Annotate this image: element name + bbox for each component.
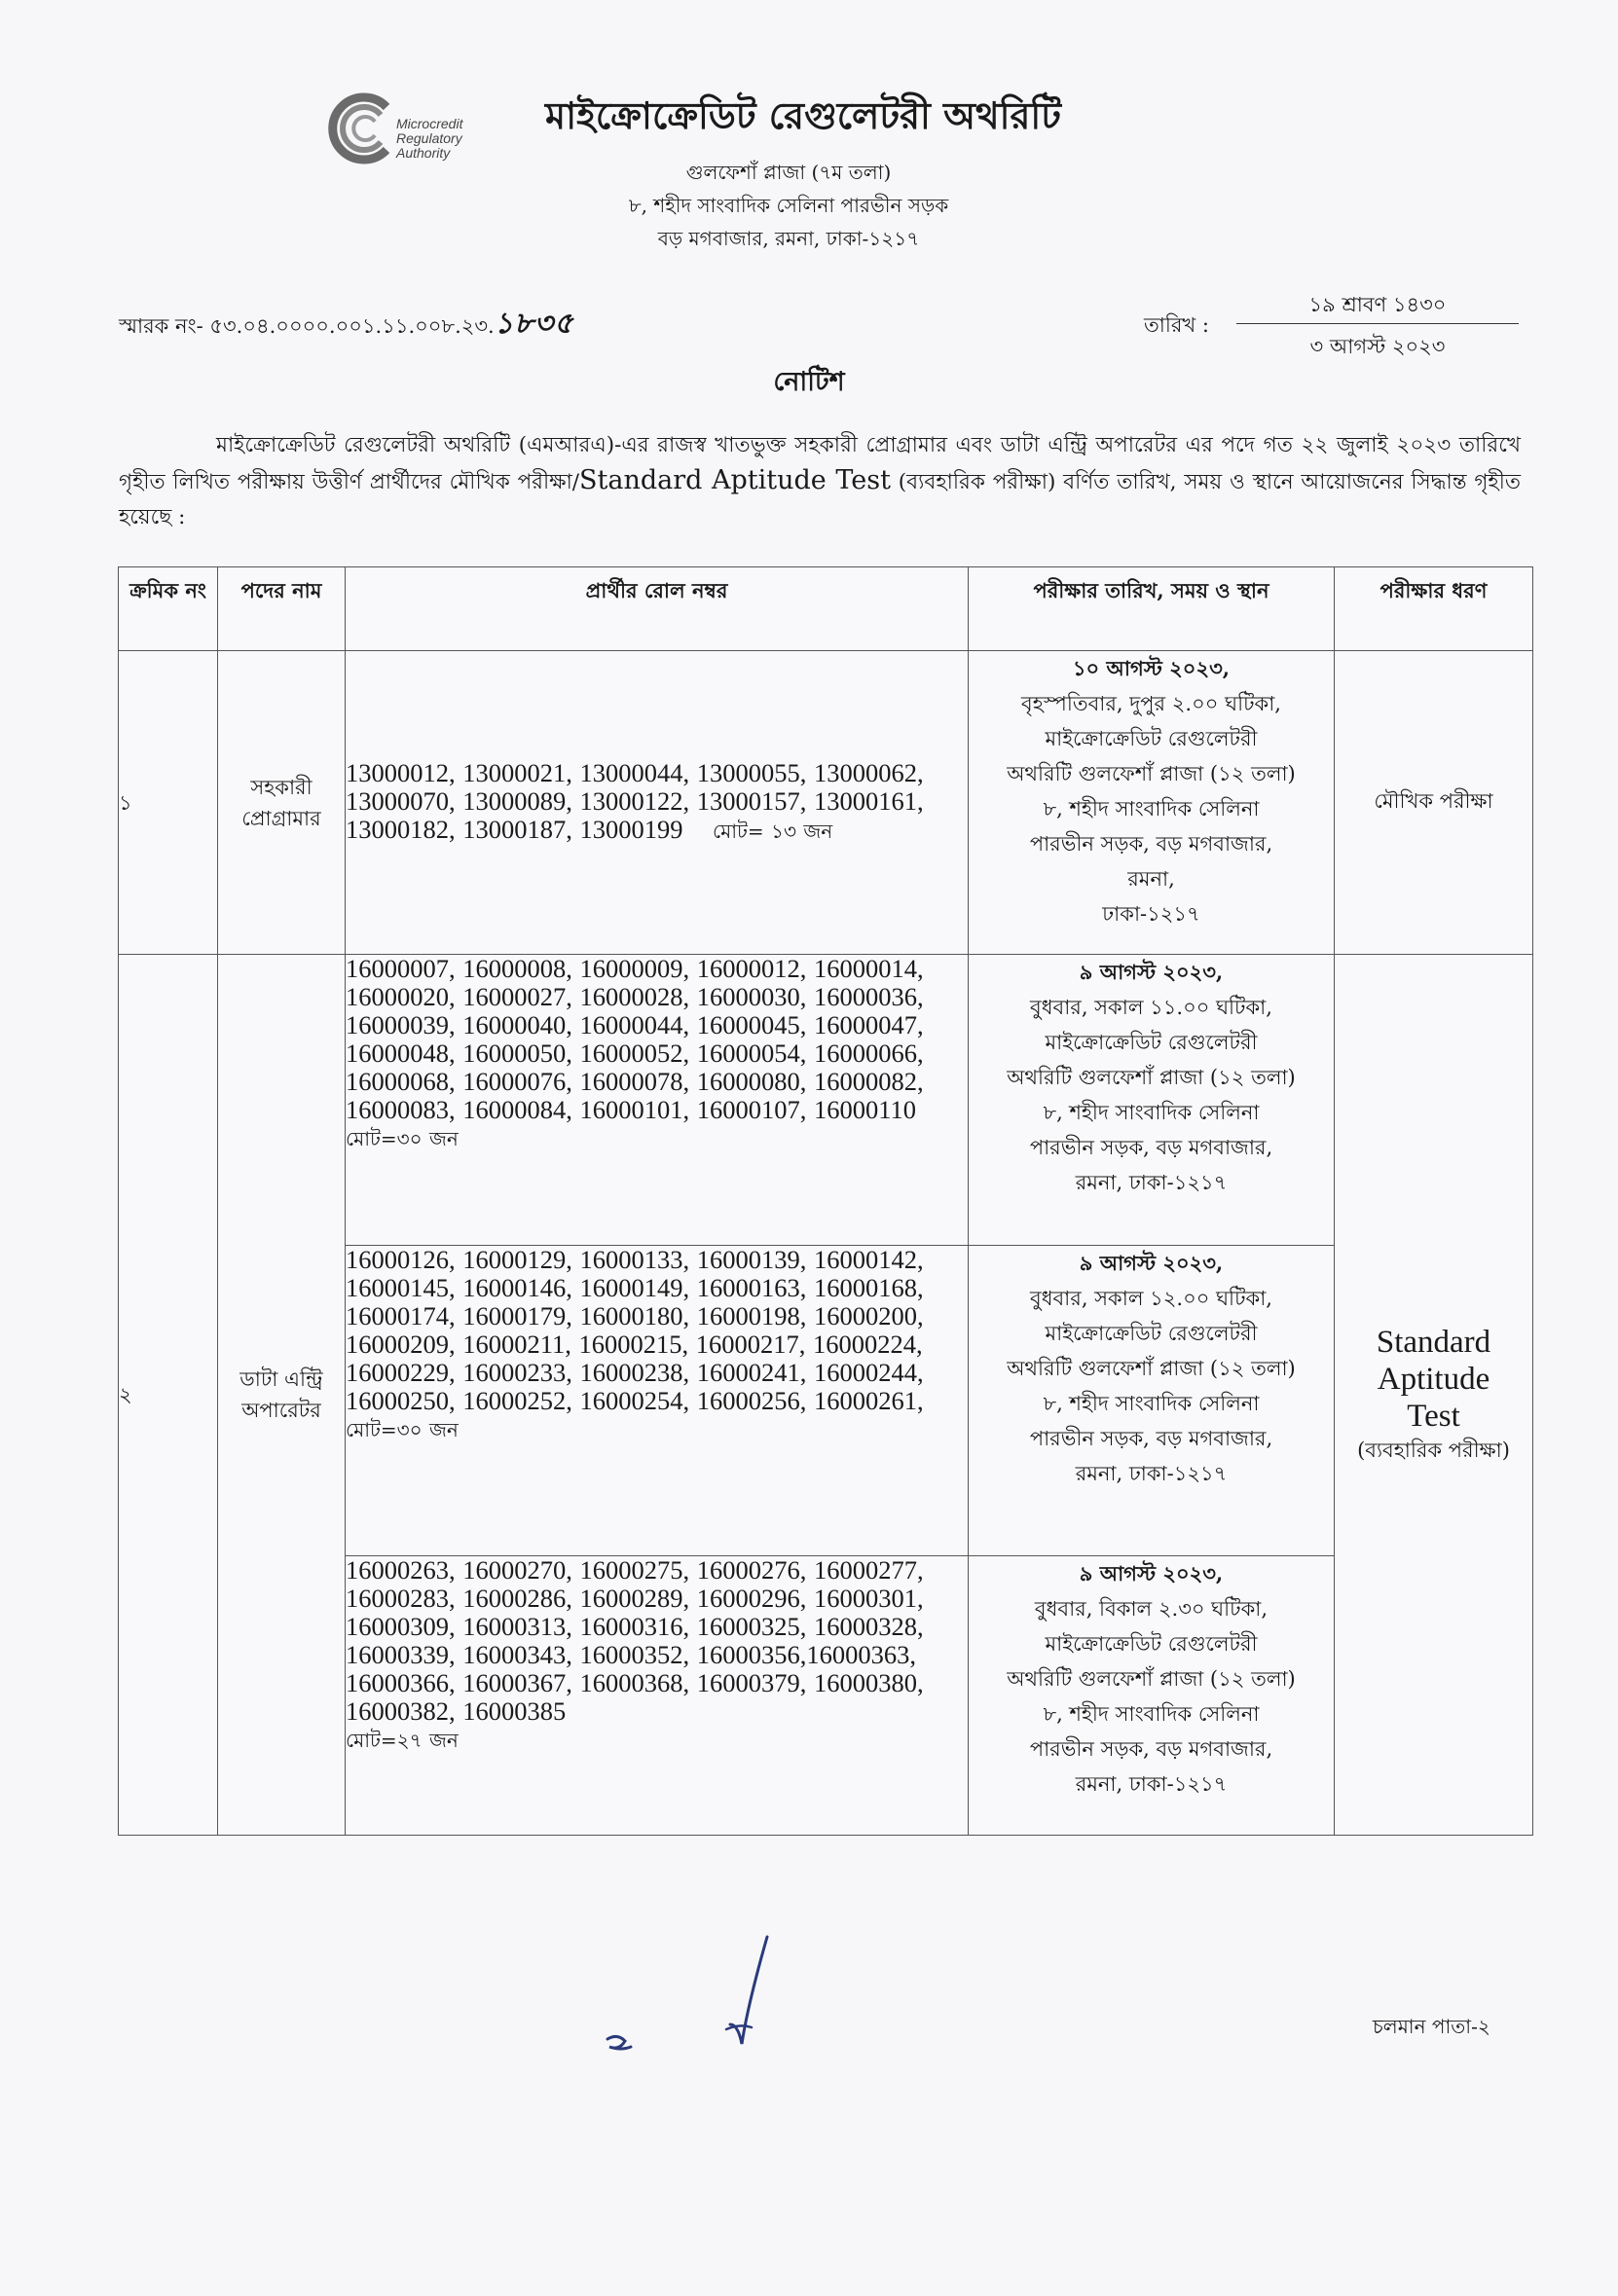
total-count: মোট=৩০ জন: [346, 1127, 459, 1150]
logo-text-line: Microcredit: [396, 116, 463, 131]
venue-line: পারভীন সড়ক, বড় মগবাজার,: [1029, 1136, 1273, 1159]
logo-text-line: Regulatory: [396, 130, 462, 146]
notice-body-part1: মাইক্রোক্রেডিট রেগুলেটরী অথরিটি (এমআরএ)-এর রাজস্ব খাতভুক্ত সহকারী প্রোগ্রামার এবং ডাটা এন্ট্রি অপারেটর এর পদে গত ২২ জুলাই ২০২৩ তারিখে গৃহীত লিখিত পরীক্ষায় উত্তীর্ণ প্রার্থীদের মৌখিক পরীক্ষা/: [119, 433, 1521, 494]
roll-numbers: 16000126, 16000129, 16000133, 16000139, 16000142, 16000145, 16000146, 16000149, 16000163, 16000168, 16000174, 16000179, 16000180, 16000198, 16000200, 16000209, 16000211, 16000215, 16000217, 16000224, 16000229, 16000233, 16000238, 16000241, 16000244, 16000250, 16000252, 16000254, 16000256, 16000261,: [346, 1245, 924, 1415]
date-bangla: ১৯ শ্রাবণ ১৪৩০: [1308, 293, 1447, 316]
exam-type-english: [1335, 1324, 1532, 1435]
rolls-cell: [346, 955, 969, 1246]
venue-line: মাইক্রোক্রেডিট রেগুলেটরী: [1045, 1031, 1258, 1054]
venue-cell: [969, 955, 1335, 1246]
roll-numbers: 13000012, 13000021, 13000044, 13000055, 13000062, 13000070, 13000089, 13000122, 13000157, 13000161, 13000182, 13000187, 13000199: [346, 758, 924, 844]
venue-date: ৯ আগস্ট ২০২৩,: [1079, 1251, 1224, 1275]
venue-line: অথরিটি গুলফেশাঁ প্লাজা (১২ তলা): [1007, 1357, 1296, 1380]
venue-line: ৮, শহীদ সাংবাদিক সেলিনা: [1043, 1101, 1260, 1124]
venue-cell: [969, 651, 1335, 955]
venue-date: ১০ আগস্ট ২০২৩,: [1072, 656, 1231, 680]
exam-type-line: Test: [1407, 1399, 1460, 1434]
rolls-cell: [346, 651, 969, 955]
header-post: পদের নাম: [218, 567, 346, 651]
venue-line: রমনা,: [1127, 867, 1175, 891]
venue-line: রমনা, ঢাকা-১২১৭: [1075, 1772, 1228, 1796]
table-row: [119, 651, 1533, 955]
total-count: মোট=২৭ জন: [346, 1729, 459, 1752]
exam-type-line: Aptitude: [1377, 1362, 1490, 1397]
post-cell: সহকারী প্রোগ্রামার: [218, 651, 346, 955]
serial-cell: ১: [119, 651, 218, 955]
exam-type-bangla: (ব্যবহারিক পরীক্ষা): [1357, 1439, 1510, 1462]
venue-line: পারভীন সড়ক, বড় মগবাজার,: [1029, 832, 1273, 856]
total-count: মোট=৩০ জন: [346, 1418, 459, 1441]
venue-cell: [969, 1246, 1335, 1556]
roll-numbers: 16000263, 16000270, 16000275, 16000276, 16000277, 16000283, 16000286, 16000289, 16000296, 16000301, 16000309, 16000313, 16000316, 16000325, 16000328, 16000339, 16000343, 16000352, 16000356,16000363, 16000366, 16000367, 16000368, 16000379, 16000380, 16000382, 16000385: [346, 1555, 924, 1726]
venue-cell: [969, 1556, 1335, 1836]
venue-line: অথরিটি গুলফেশাঁ প্লাজা (১২ তলা): [1007, 1066, 1296, 1089]
venue-line: বুধবার, বিকাল ২.৩০ ঘটিকা,: [1034, 1597, 1269, 1621]
organization-name: মাইক্রোক্রেডিট রেগুলেটরী অথরিটি: [545, 93, 1061, 137]
memo-handwritten-number: ১৮৩৫: [494, 307, 574, 341]
venue-line: অথরিটি গুলফেশাঁ প্লাজা (১২ তলা): [1007, 1667, 1296, 1691]
venue-date: ৯ আগস্ট ২০২৩,: [1079, 1561, 1224, 1585]
exam-type-cell: মৌখিক পরীক্ষা: [1335, 651, 1533, 955]
memo-number: [119, 300, 574, 349]
logo-text: [396, 117, 513, 161]
header-rolls: প্রার্থীর রোল নম্বর: [346, 567, 969, 651]
address-line: গুলফেশাঁ প্লাজা (৭ম তলা): [685, 161, 892, 184]
venue-line: মাইক্রোক্রেডিট রেগুলেটরী: [1045, 1322, 1258, 1345]
address-line: বড় মগবাজার, রমনা, ঢাকা-১২১৭: [657, 227, 920, 250]
venue-line: রমনা, ঢাকা-১২১৭: [1075, 1462, 1228, 1485]
date-label: তারিখ :: [1144, 313, 1209, 337]
exam-schedule-table: [118, 566, 1533, 1836]
signature-icon: [584, 1932, 818, 2088]
address-line: ৮, শহীদ সাংবাদিক সেলিনা পারভীন সড়ক: [628, 194, 949, 217]
venue-line: পারভীন সড়ক, বড় মগবাজার,: [1029, 1737, 1273, 1761]
notice-title: নোটিশ: [773, 367, 845, 397]
date-english: ৩ আগস্ট ২০২৩: [1309, 335, 1446, 358]
mra-logo-icon: [326, 90, 404, 167]
venue-line: বৃহস্পতিবার, দুপুর ২.০০ ঘটিকা,: [1021, 692, 1281, 715]
notice-body-part2: (ব্যবহারিক পরীক্ষা) বর্ণিত তারিখ, সময় ও স্থানে আয়োজনের সিদ্ধান্ত গৃহীত হয়েছে :: [119, 470, 1522, 529]
notice-body: [119, 428, 1521, 535]
mra-logo: [326, 90, 511, 177]
venue-line: মাইক্রোক্রেডিট রেগুলেটরী: [1045, 727, 1258, 750]
venue-date: ৯ আগস্ট ২০২৩,: [1079, 960, 1224, 984]
post-cell: ডাটা এন্ট্রি অপারেটর: [218, 955, 346, 1836]
venue-line: বুধবার, সকাল ১২.০০ ঘটিকা,: [1030, 1287, 1272, 1310]
table-row: [119, 955, 1533, 1246]
memo-prefix: স্মারক নং- ৫৩.০৪.০০০০.০০১.১১.০০৮.২৩.: [119, 314, 495, 338]
header-type: পরীক্ষার ধরণ: [1335, 567, 1533, 651]
venue-line: ৮, শহীদ সাংবাদিক সেলিনা: [1043, 797, 1260, 820]
venue-line: রমনা, ঢাকা-১২১৭: [1075, 1171, 1228, 1194]
total-count: মোট= ১৩ জন: [713, 820, 833, 843]
venue-line: ৮, শহীদ সাংবাদিক সেলিনা: [1043, 1702, 1260, 1726]
rolls-cell: [346, 1246, 969, 1556]
exam-type-line: Standard: [1376, 1325, 1491, 1360]
header-venue: পরীক্ষার তারিখ, সময় ও স্থান: [969, 567, 1335, 651]
notice-body-std: Standard Aptitude Test: [579, 465, 891, 495]
venue-line: মাইক্রোক্রেডিট রেগুলেটরী: [1045, 1632, 1258, 1656]
table-header-row: [119, 567, 1533, 651]
serial-cell: ২: [119, 955, 218, 1836]
venue-line: পারভীন সড়ক, বড় মগবাজার,: [1029, 1427, 1273, 1450]
venue-line: ৮, শহীদ সাংবাদিক সেলিনা: [1043, 1392, 1260, 1415]
date-divider: [1236, 323, 1519, 324]
roll-numbers: 16000007, 16000008, 16000009, 16000012, 16000014, 16000020, 16000027, 16000028, 16000030, 16000036, 16000039, 16000040, 16000044, 16000045, 16000047, 16000048, 16000050, 16000052, 16000054, 16000066, 16000068, 16000076, 16000078, 16000080, 16000082, 16000083, 16000084, 16000101, 16000107, 16000110: [346, 954, 924, 1124]
logo-text-line: Authority: [396, 145, 451, 161]
rolls-cell: [346, 1556, 969, 1836]
venue-line: ঢাকা-১২১৭: [1102, 902, 1200, 926]
venue-line: বুধবার, সকাল ১১.০০ ঘটিকা,: [1030, 996, 1272, 1019]
continued-page-note: চলমান পাতা-২: [1373, 2015, 1490, 2038]
header-serial: ক্রমিক নং: [119, 567, 218, 651]
venue-line: অথরিটি গুলফেশাঁ প্লাজা (১২ তলা): [1007, 762, 1296, 785]
exam-type-cell: [1335, 955, 1533, 1836]
